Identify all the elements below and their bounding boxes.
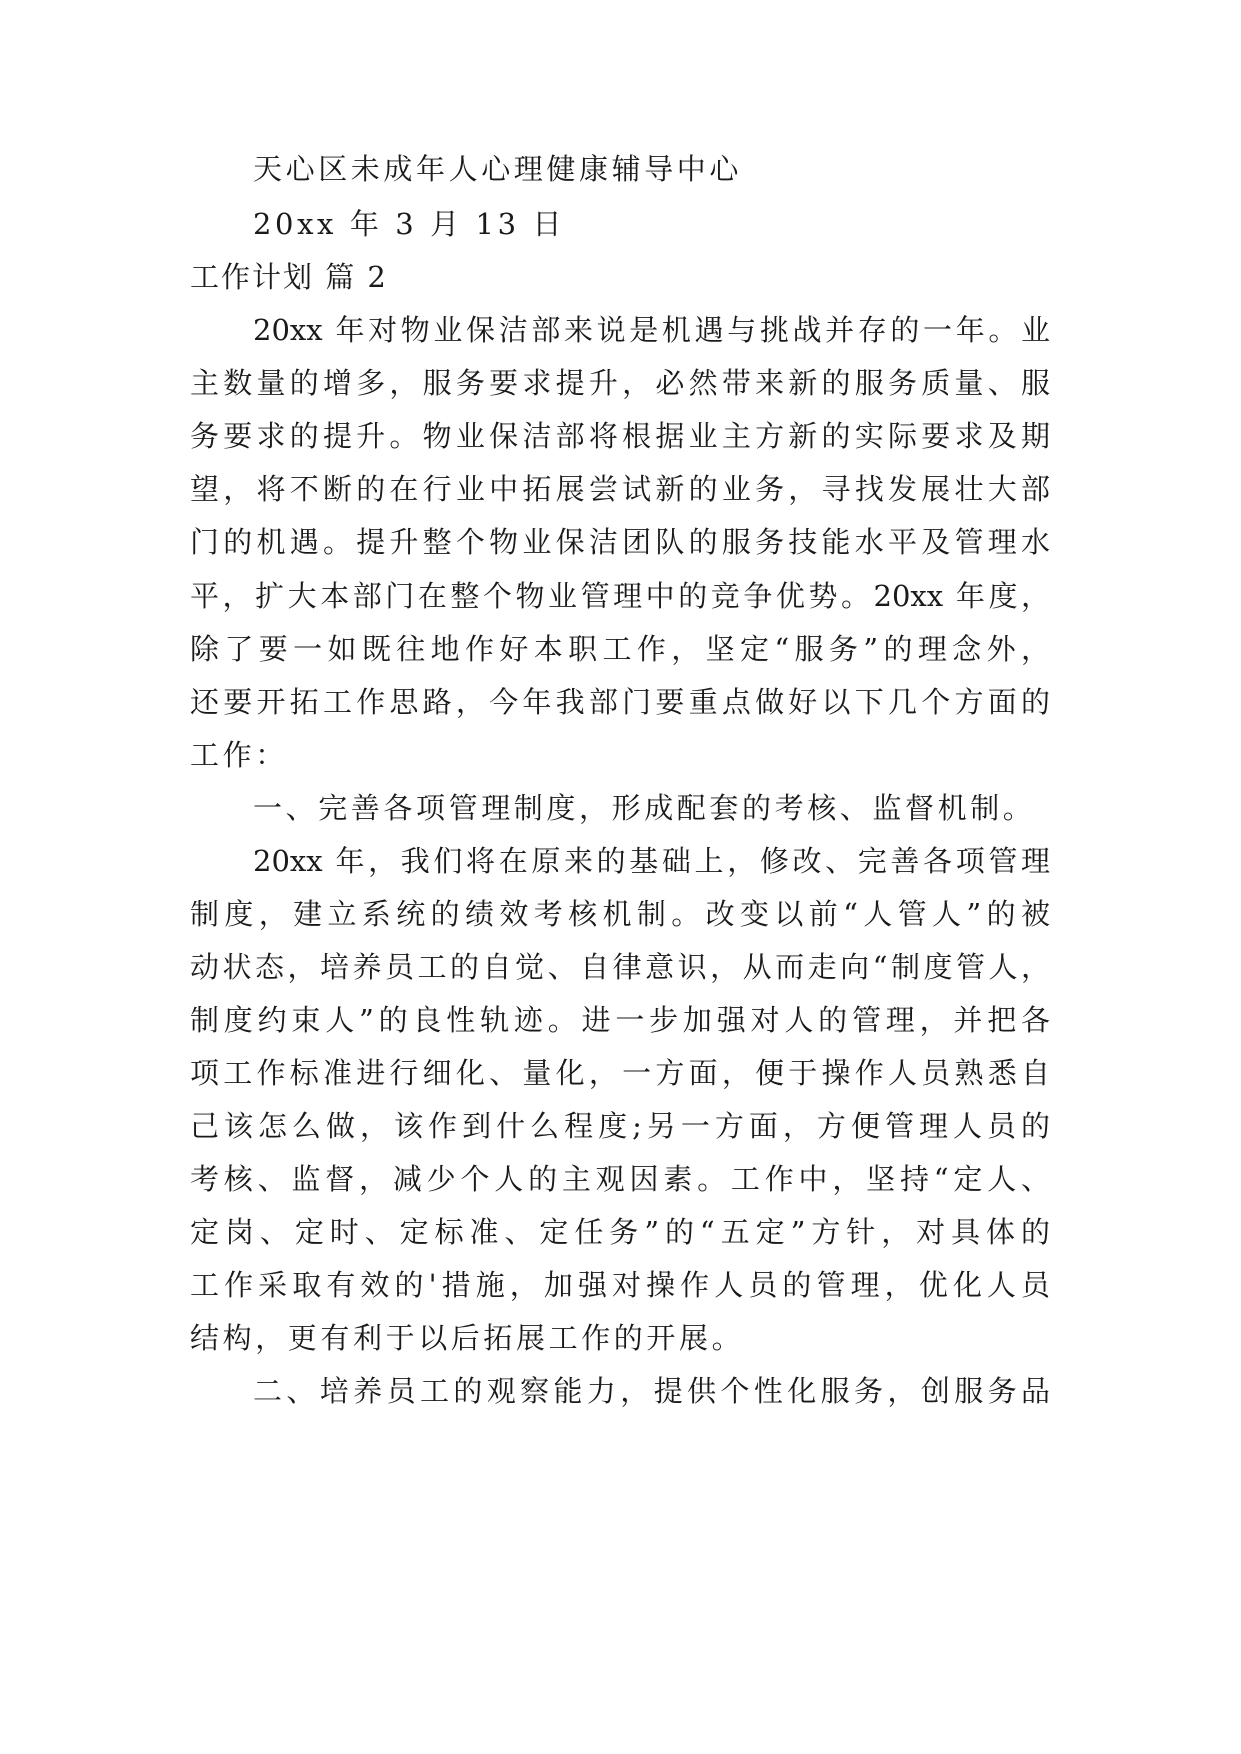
- point-2-title: 二、培养员工的观察能力，提供个性化服务，创服务品: [253, 1374, 1050, 1408]
- point-1-title: 一、完善各项管理制度，形成配套的考核、监督机制。: [253, 791, 1036, 825]
- signature-organization: 天心区未成年人心理健康辅导中心: [253, 152, 743, 186]
- point-1-line: 20xx 年，我们将在原来的基础上，修改、完善各项管理: [253, 844, 1050, 878]
- intro-line: 望，将不断的在行业中拓展尝试新的业务，寻找发展壮大部: [190, 472, 1050, 506]
- intro-line: 除了要一如既往地作好本职工作，坚定“服务”的理念外，: [190, 632, 1050, 666]
- point-1-line: 定岗、定时、定标准、定任务”的“五定”方针，对具体的: [190, 1215, 1050, 1249]
- signature-date: 20xx 年 3 月 13 日: [253, 207, 566, 241]
- point-1-line: 己该怎么做，该作到什么程度;另一方面，方便管理人员的: [190, 1109, 1050, 1143]
- intro-line: 务要求的提升。物业保洁部将根据业主方新的实际要求及期: [190, 419, 1050, 453]
- point-1-line: 制度约束人”的良性轨迹。进一步加强对人的管理，并把各: [190, 1003, 1050, 1037]
- point-1-line: 结构，更有利于以后拓展工作的开展。: [190, 1321, 745, 1355]
- point-1-line: 动状态，培养员工的自觉、自律意识，从而走向“制度管人，: [190, 950, 1050, 984]
- point-1-line: 制度，建立系统的绩效考核机制。改变以前“人管人”的被: [190, 897, 1050, 931]
- intro-line: 还要开拓工作思路，今年我部门要重点做好以下几个方面的: [190, 685, 1050, 719]
- intro-line: 主数量的增多，服务要求提升，必然带来新的服务质量、服: [190, 366, 1050, 400]
- intro-line: 门的机遇。提升整个物业保洁团队的服务技能水平及管理水: [190, 525, 1050, 559]
- intro-line: 20xx 年对物业保洁部来说是机遇与挑战并存的一年。业: [253, 313, 1050, 347]
- point-1-line: 工作采取有效的'措施，加强对操作人员的管理，优化人员: [190, 1268, 1050, 1302]
- intro-line: 工作：: [190, 738, 288, 772]
- intro-line: 平，扩大本部门在整个物业管理中的竞争优势。20xx 年度，: [190, 579, 1050, 613]
- point-1-line: 项工作标准进行细化、量化，一方面，便于操作人员熟悉自: [190, 1056, 1050, 1090]
- point-1-line: 考核、监督，减少个人的主观因素。工作中，坚持“定人、: [190, 1162, 1050, 1196]
- section-heading: 工作计划 篇 2: [190, 260, 388, 294]
